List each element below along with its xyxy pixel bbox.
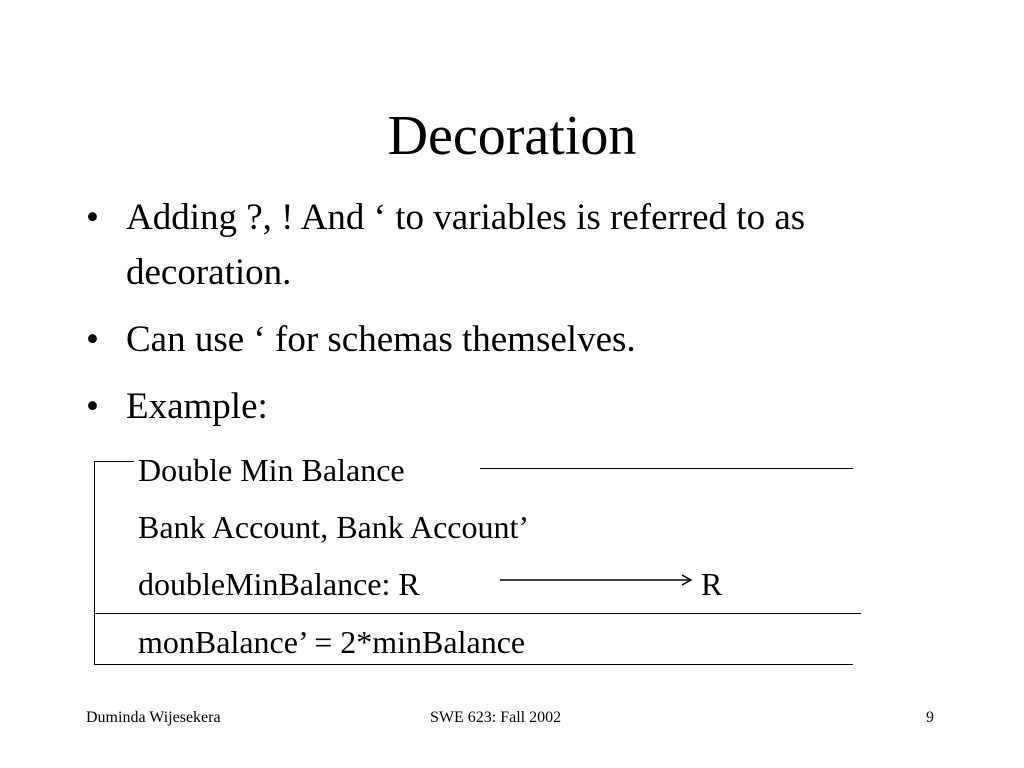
bullet-text: Can use ‘ for schemas themselves.	[126, 319, 636, 360]
bullet-marker: •	[86, 319, 99, 360]
bullet-text: Adding ?, ! And ‘ to variables is referred to as decoration.	[126, 197, 806, 293]
bullet-text: Example:	[126, 386, 268, 427]
schema-name: Double Min Balance	[138, 452, 405, 488]
slide-title: Decoration	[387, 105, 637, 167]
schema-bottom-rule	[94, 664, 853, 665]
schema-left-rule	[94, 461, 95, 664]
footer-page-number: 9	[926, 709, 934, 726]
bullet-marker: •	[86, 197, 99, 238]
total-function-arrow-icon	[500, 570, 700, 590]
schema-signature-left: doubleMinBalance: R	[138, 566, 420, 602]
schema-declaration: Bank Account, Bank Account’	[138, 509, 530, 545]
footer-course: SWE 623: Fall 2002	[430, 709, 562, 726]
bullet-marker: •	[86, 386, 99, 427]
schema-predicate: monBalance’ = 2*minBalance	[138, 624, 526, 660]
footer-author: Duminda Wijesekera	[86, 709, 221, 726]
schema-divider-rule	[94, 613, 861, 614]
schema-top-right-rule	[480, 468, 853, 469]
schema-top-left-rule	[94, 461, 134, 462]
schema-signature-right: R	[701, 566, 723, 602]
